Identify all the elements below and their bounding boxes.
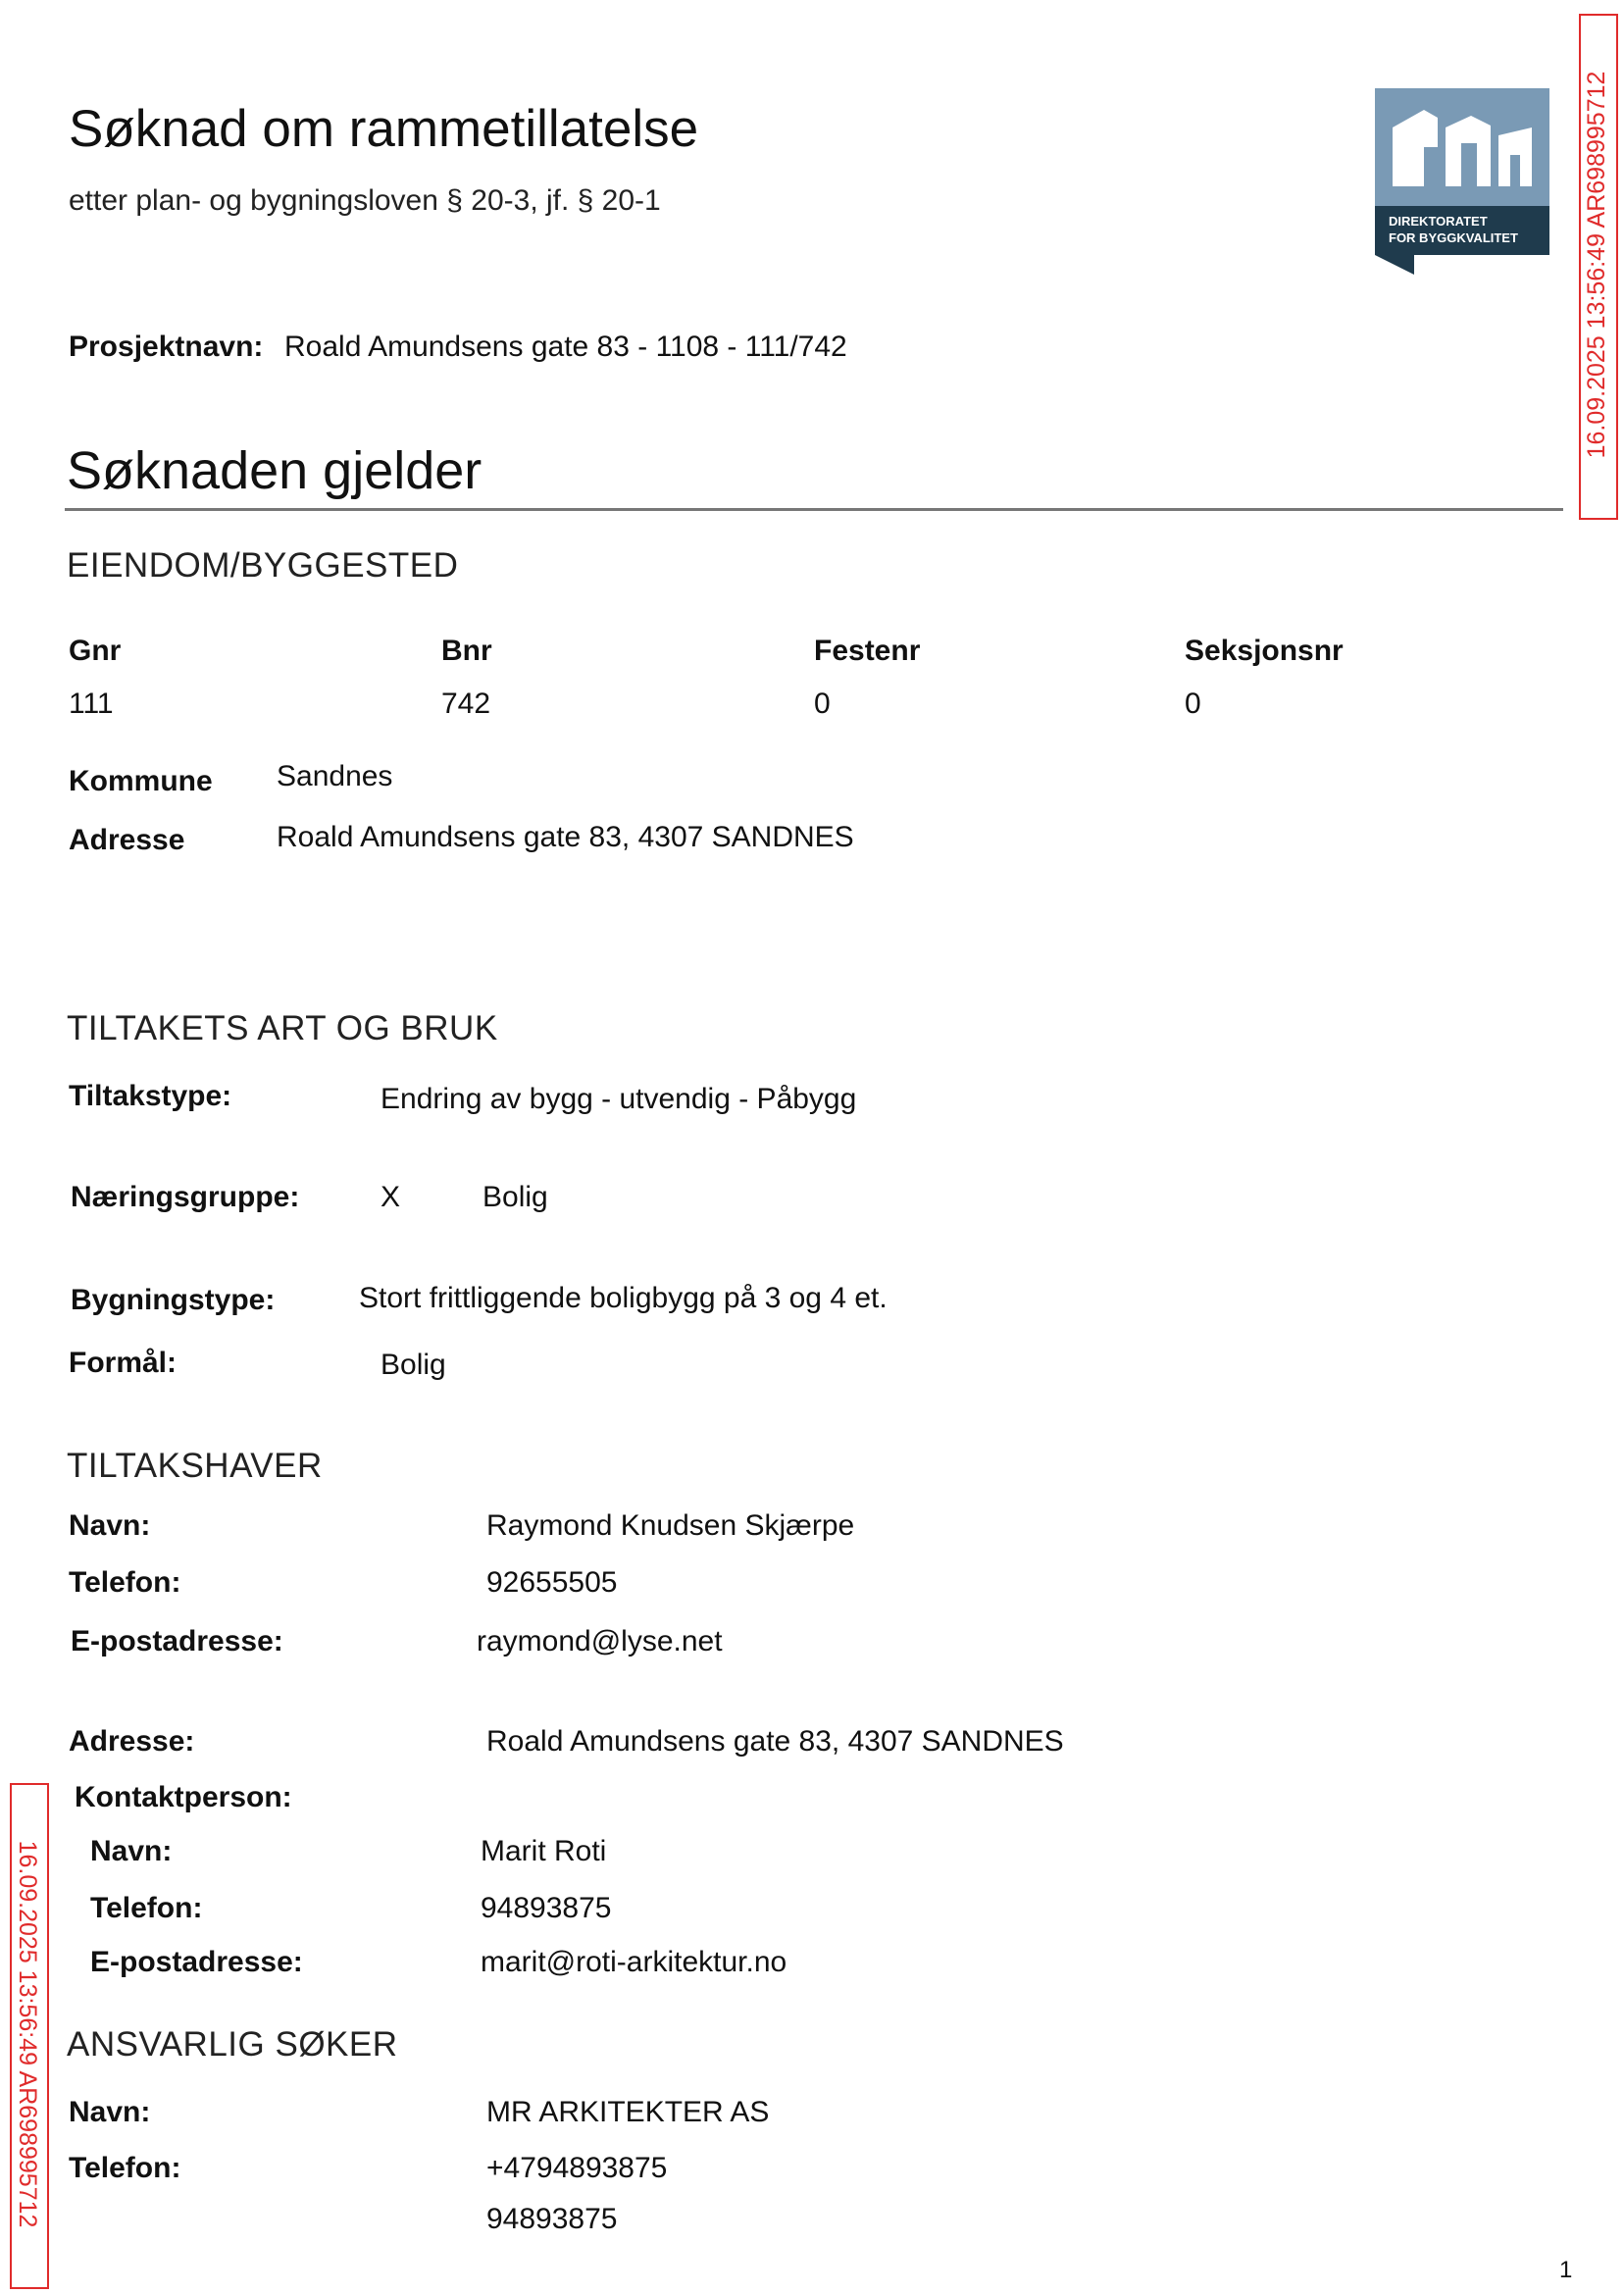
measure-type-value: Endring av bygg - utvendig - Påbygg [381, 1083, 857, 1115]
industry-value: Bolig [482, 1181, 548, 1213]
owner-address-label: Adresse: [69, 1725, 195, 1758]
applicant-name-value: MR ARKITEKTER AS [486, 2096, 770, 2128]
owner-address-value: Roald Amundsens gate 83, 4307 SANDNES [486, 1725, 1064, 1758]
festenr-value: 0 [814, 688, 831, 720]
owner-phone-value: 92655505 [486, 1566, 618, 1599]
contact-phone-value: 94893875 [481, 1892, 612, 1924]
applicant-phone-label: Telefon: [69, 2152, 181, 2184]
section-divider [65, 508, 1563, 511]
building-type-value: Stort frittliggende boligbygg på 3 og 4 et. [359, 1282, 888, 1314]
purpose-value: Bolig [381, 1349, 446, 1381]
document-title: Søknad om rammetillatelse [69, 100, 699, 158]
purpose-label: Formål: [69, 1347, 178, 1379]
contact-email-value: marit@roti-arkitektur.no [481, 1946, 787, 1978]
property-heading: EIENDOM/BYGGESTED [67, 546, 459, 585]
festenr-header: Festenr [814, 635, 921, 667]
contact-phone-label: Telefon: [90, 1892, 203, 1924]
contact-email-label: E-postadresse: [90, 1946, 303, 1978]
gnr-value: 111 [69, 688, 114, 720]
address-label: Adresse [69, 824, 185, 856]
municipality-value: Sandnes [277, 760, 393, 792]
owner-name-value: Raymond Knudsen Skjærpe [486, 1509, 855, 1542]
address-value: Roald Amundsens gate 83, 4307 SANDNES [277, 821, 854, 853]
owner-email-label: E-postadresse: [71, 1625, 283, 1657]
industry-mark: X [381, 1181, 401, 1213]
document-subtitle: etter plan- og bygningsloven § 20-3, jf. § 20-1 [69, 184, 661, 217]
svg-text:FOR BYGGKVALITET: FOR BYGGKVALITET [1389, 230, 1518, 245]
page-number: 1 [1559, 2257, 1573, 2283]
applicant-heading: ANSVARLIG SØKER [67, 2025, 398, 2064]
owner-email-value: raymond@lyse.net [477, 1625, 723, 1657]
contact-person-label: Kontaktperson: [75, 1781, 292, 1813]
contact-name-label: Navn: [90, 1835, 173, 1867]
seksjonsnr-header: Seksjonsnr [1185, 635, 1344, 667]
svg-text:DIREKTORATET: DIREKTORATET [1389, 214, 1488, 229]
municipality-label: Kommune [69, 765, 213, 797]
stamp-bottom-text: 16.09.2025 13:56:49 AR698995712 [14, 1840, 41, 2228]
owner-heading: TILTAKSHAVER [67, 1447, 323, 1485]
applicant-phone2-value: 94893875 [486, 2203, 618, 2235]
building-type-label: Bygningstype: [71, 1284, 276, 1316]
measure-type-label: Tiltakstype: [69, 1080, 232, 1112]
applicant-name-label: Navn: [69, 2096, 151, 2128]
contact-name-value: Marit Roti [481, 1835, 607, 1867]
seksjonsnr-value: 0 [1185, 688, 1201, 720]
industry-label: Næringsgruppe: [71, 1181, 300, 1213]
measure-heading: TILTAKETS ART OG BRUK [67, 1009, 498, 1047]
dibk-logo [1375, 88, 1549, 275]
gnr-header: Gnr [69, 635, 122, 667]
owner-phone-label: Telefon: [69, 1566, 181, 1599]
owner-name-label: Navn: [69, 1509, 151, 1542]
applicant-phone-value: +4794893875 [486, 2152, 668, 2184]
section-title: Søknaden gjelder [67, 441, 482, 500]
stamp-top-text: 16.09.2025 13:56:49 AR698995712 [1583, 71, 1610, 459]
bnr-header: Bnr [441, 635, 492, 667]
bnr-value: 742 [441, 688, 491, 720]
project-name-label: Prosjektnavn: [69, 331, 264, 363]
project-name-value: Roald Amundsens gate 83 - 1108 - 111/742 [284, 331, 847, 363]
